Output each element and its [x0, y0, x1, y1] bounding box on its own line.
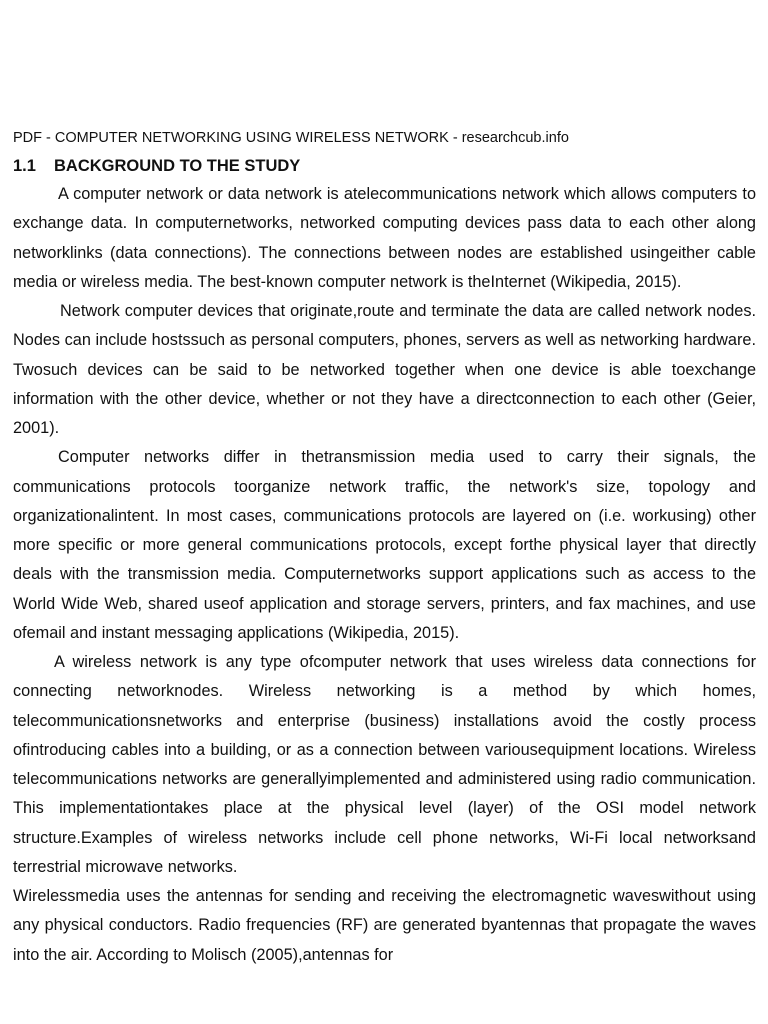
paragraph-network-nodes: Network computer devices that originate,route and terminate the data are called network nodes. Nodes can include hostssuch as personal computers, phones, servers as well as networking hardware. Twosuch devices can be said to be networked together when one device is able toexchange information with the other device, whether or not they have a directconnection to each other (Geier, 2001).: [13, 302, 756, 437]
section-title: BACKGROUND TO THE STUDY: [54, 157, 301, 175]
paragraph-wireless-media: Wirelessmedia uses the antennas for sending and receiving the electromagnetic waveswithout using any physical conductors. Radio frequencies (RF) are generated byantennas that propagate the waves into the air. According to Molisch (2005),antennas for: [13, 887, 756, 964]
document-body: [13, 180, 756, 970]
paragraph-computer-network: A computer network or data network is atelecommunications network which allows computers to exchange data. In computernetworks, networked computing devices pass data to each other along networklinks (data connections). The connections between nodes are established usingeither cable media or wireless media. The best-known computer network is theInternet (Wikipedia, 2015).: [13, 185, 756, 291]
paragraph-network-differences: Computer networks differ in thetransmission media used to carry their signals, the communications protocols toorganize network traffic, the network's size, topology and organizationalintent. In most cases, communications protocols are layered on (i.e. workusing) other more specific or more general communications protocols, except forthe physical layer that directly deals with the transmission media. Computernetworks support applications such as access to the World Wide Web, shared useof application and storage servers, printers, and fax machines, and use ofemail and instant messaging applications (Wikipedia, 2015).: [13, 448, 756, 642]
running-header: PDF - COMPUTER NETWORKING USING WIRELESS NETWORK - researchcub.info: [13, 130, 569, 146]
paragraph-wireless-network: A wireless network is any type ofcomputer network that uses wireless data connections for connecting networknodes. Wireless networking is a method by which homes, telecommunicationsnetworks and enterprise (business) installations avoid the costly process ofintroducing cables into a building, or as a connection between variousequipment locations. Wireless telecommunications networks are generallyimplemented and administered using radio communication. This implementationtakes place at the physical level (layer) of the OSI model network structure.Examples of wireless networks include cell phone networks, Wi-Fi local networksand terrestrial microwave networks.: [13, 653, 756, 876]
section-number: 1.1: [13, 157, 36, 175]
section-heading: [13, 156, 300, 176]
